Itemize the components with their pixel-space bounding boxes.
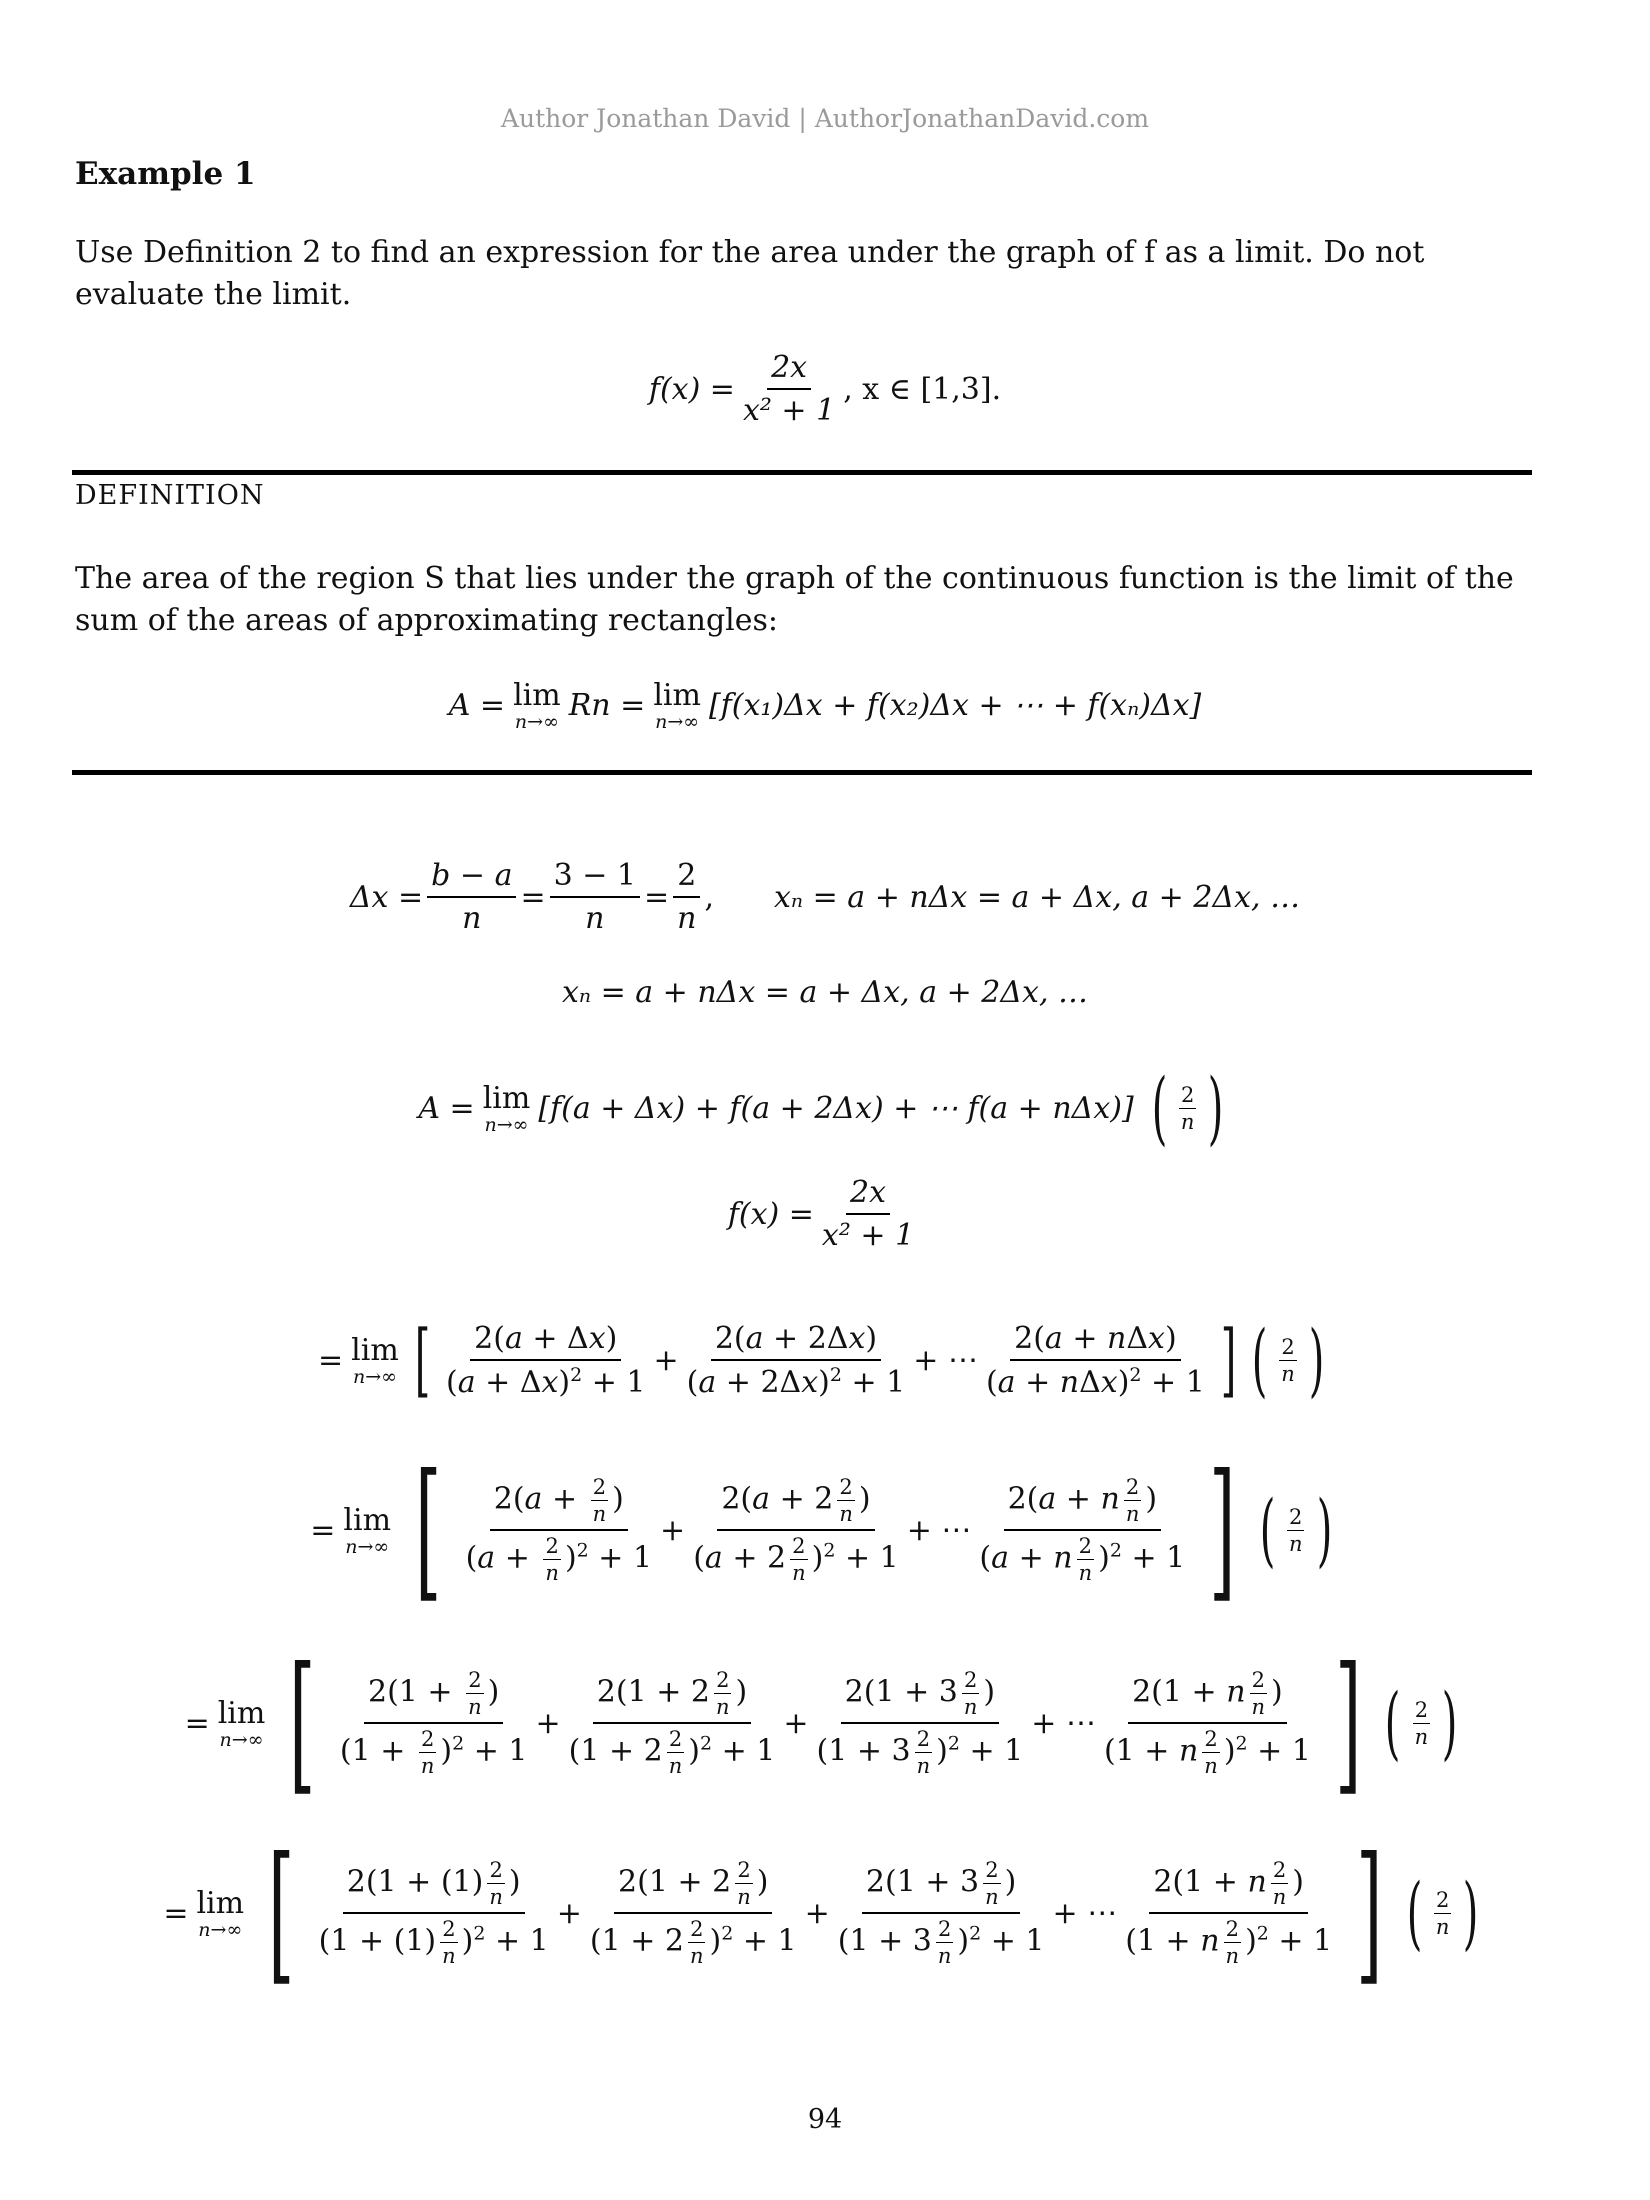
given-lhs: f(x) = <box>648 371 735 407</box>
given-fraction <box>739 350 839 428</box>
delta-x-equation: Δx = $\frac{b - a}{n}$ = $\frac{3 - 1}{n}$ = $\frac{2}{n}$ , xₙ = a + nΔx = a + Δx, a + 2Δx, … <box>349 858 1301 936</box>
delta-x-lhs: Δx = <box>349 879 424 915</box>
def-rn: Rn = <box>568 688 646 723</box>
xn-inline: xₙ = a + nΔx = a + Δx, a + 2Δx, … <box>774 879 1301 915</box>
definition-top-rule <box>72 470 1532 475</box>
delta-frac-1: $\frac{b - a}{n}$ <box>427 858 516 936</box>
given-domain: , x ∈ [1,3]. <box>843 371 1002 407</box>
definition-formula <box>0 678 1650 733</box>
page-header: Author Jonathan David | AuthorJonathanDavid.com <box>500 104 1150 133</box>
definition-bottom-rule <box>72 770 1532 775</box>
expansion-line-4: = lim n→∞ [ 2(1 + (1) $\frac{2}{n}$ ) (1 + (1) $\frac{2}{n}$ )$^2$ + 1 + 2(1 + 2 $\frac{2}{n}$ ) (1 + 2 $\frac{2}{n}$ )$^2$ + 1 + 2(1 + 3 $\frac{2}{n}$ ) (1 + 3 $\frac{2}{n}$ )$^2$ + 1 + ⋯ 2(1 + n $\frac{2}{n}$ ) (1 + n $\frac{2}{n}$ )$^2$ + 1 ] ( $\frac{2}{n}$ ) <box>163 1826 1479 2000</box>
expansion-line-2: = lim n→∞ [ 2(a + $\frac{2}{n}$ ) (a + $\frac{2}{n}$ )$^2$ + 1 + 2(a + 2 $\frac{2}{n}$ ) (a + 2 $\frac{2}{n}$ )$^2$ + 1 + ⋯ 2(a + n $\frac{2}{n}$ ) (a + n $\frac{2}{n}$ )$^2$ + 1 ] ( $\frac{2}{n}$ ) <box>310 1443 1332 1617</box>
delta-frac-2: $\frac{3 - 1}{n}$ <box>550 858 640 936</box>
def-limit-1: lim n→∞ <box>513 678 561 733</box>
function-restated: f(x) = $\frac{2x}{\text{x² + 1}}$ <box>727 1175 915 1253</box>
definition-title: DEFINITION <box>75 480 265 511</box>
expansion-line-3: = lim n→∞ [ 2(1 + $\frac{2}{n}$ ) (1 + $\frac{2}{n}$ )$^2$ + 1 + 2(1 + 2 $\frac{2}{n}$ ) (1 + 2 $\frac{2}{n}$ )$^2$ + 1 + 2(1 + 3 $\frac{2}{n}$ ) (1 + 3 $\frac{2}{n}$ )$^2$ + 1 + ⋯ 2(1 + n $\frac{2}{n}$ ) (1 + n $\frac{2}{n}$ )$^2$ + 1 ] ( $\frac{2}{n}$ ) <box>184 1636 1458 1810</box>
xn-equation: xₙ = a + nΔx = a + Δx, a + 2Δx, … <box>561 975 1089 1010</box>
definition-text: The area of the region S that lies under the graph of the continuous function is the limit of the sum of the areas of approximating rectangles: <box>75 561 1514 638</box>
area-limit-equation: A = lim n→∞ [f(a + Δx) + f(a + 2Δx) + ⋯ f(a + nΔx)] ( $\frac{2}{n}$ ) <box>418 1061 1224 1154</box>
def-sum: [f(x₁)Δx + f(x₂)Δx + ⋯ + f(xₙ)Δx] <box>708 688 1202 723</box>
given-numerator: 2x <box>767 350 811 390</box>
intro-text: Use Definition 2 to find an expression for the area under the graph of f as a limit. Do not evaluate the limit. <box>75 235 1425 312</box>
expansion-line-1: = lim n→∞ [ $\frac{2(a + \Delta x)}{(a + \Delta x)^2 + 1}$ + $\frac{2(a + 2\Delta x)}{(a + 2\Delta x)^2 + 1}$ + ⋯ $\frac{\text{2(a + nΔx)}}{(a + n\Delta x)^2 + 1}$ ] ( $\frac{2}{n}$ ) <box>318 1313 1325 1406</box>
def-lhs: A = <box>448 688 506 723</box>
area-lhs: A = <box>418 1090 475 1126</box>
example-title: Example 1 <box>75 156 256 192</box>
area-sum: [f(a + Δx) + f(a + 2Δx) + ⋯ f(a + nΔx)] <box>538 1090 1134 1126</box>
area-limit: lim n→∞ <box>482 1080 531 1136</box>
def-limit-2: lim n→∞ <box>653 678 701 733</box>
given-denominator: x² + 1 <box>742 393 836 428</box>
delta-frac-3: $\frac{2}{n}$ <box>673 858 700 936</box>
given-function <box>0 350 1650 428</box>
page-number: 94 <box>807 2104 843 2135</box>
